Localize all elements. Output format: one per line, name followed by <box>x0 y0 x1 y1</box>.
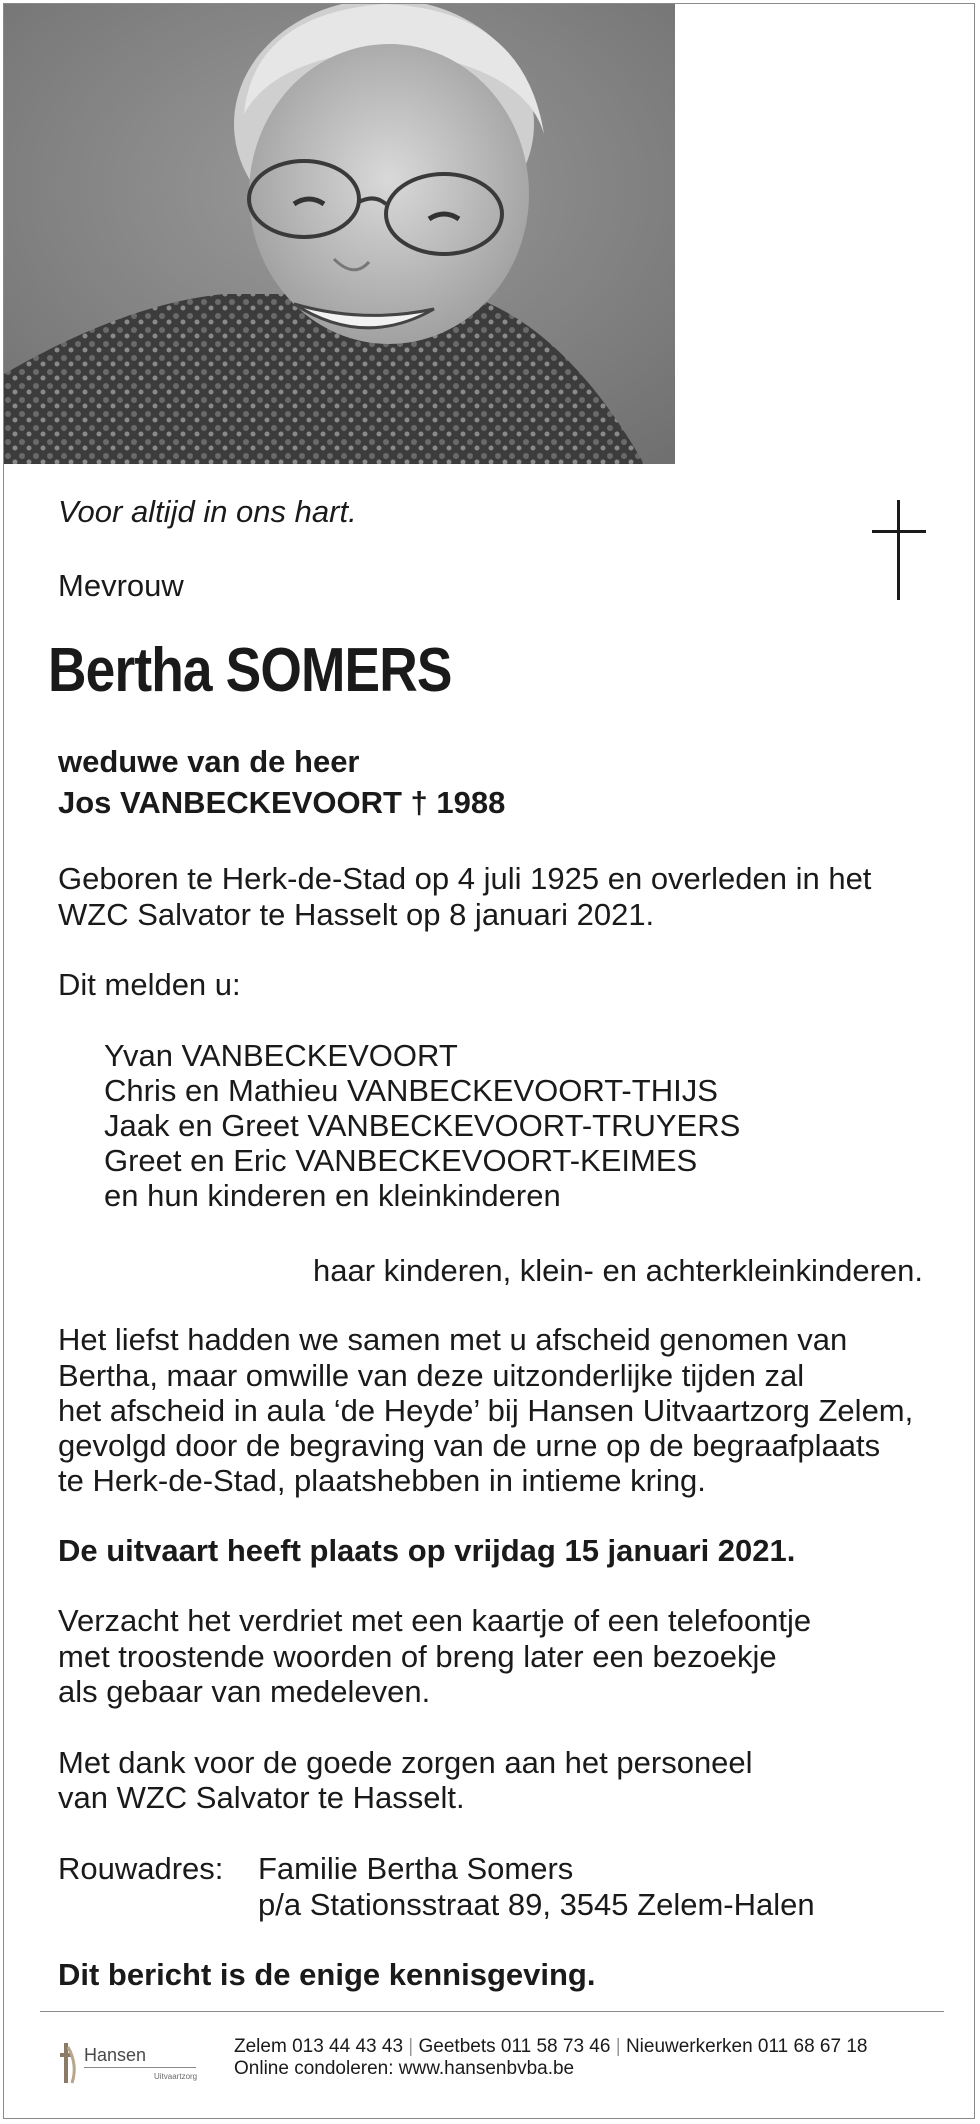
farewell-line-2: Bertha, maar omwille van deze uitzonderlijke tijden zal <box>58 1358 805 1393</box>
footer-divider <box>40 2011 944 2012</box>
address-line-1: Familie Bertha Somers <box>258 1851 574 1886</box>
family-list <box>104 1038 740 1213</box>
announcers-intro: Dit melden u: <box>58 967 241 1002</box>
address-label: Rouwadres: <box>58 1851 224 1886</box>
separator: | <box>408 2036 414 2057</box>
farewell-line-3: het afscheid in aula ‘de Heyde’ bij Hansen Uitvaartzorg Zelem, <box>58 1393 914 1428</box>
farewell-line-1: Het liefst hadden we samen met u afscheid genomen van <box>58 1322 848 1357</box>
spouse-line-2: Jos VANBECKEVOORT † 1988 <box>58 785 506 820</box>
salutation: Mevrouw <box>58 568 184 603</box>
notice: Dit bericht is de enige kennisgeving. <box>58 1957 596 1992</box>
deceased-name: Bertha SOMERS <box>48 636 452 705</box>
motto: Voor altijd in ons hart. <box>58 494 357 529</box>
list-item: Chris en Mathieu VANBECKEVOORT-THIJS <box>104 1073 718 1108</box>
portrait-photo <box>4 4 675 464</box>
phone-nieuwerkerken: Nieuwerkerken 011 68 67 18 <box>625 2036 868 2057</box>
phone-geetbets: Geetbets 011 58 73 46 <box>418 2036 611 2057</box>
funeral-date: De uitvaart heeft plaats op vrijdag 15 januari 2021. <box>58 1533 796 1568</box>
thanks-line-2: van WZC Salvator te Hasselt. <box>58 1780 465 1815</box>
condolence-line-3: als gebaar van medeleven. <box>58 1674 431 1709</box>
birth-death-line-2: WZC Salvator te Hasselt op 8 januari 2021. <box>58 897 655 932</box>
spouse-line-1: weduwe van de heer <box>58 744 360 779</box>
hansen-logo <box>58 2035 198 2087</box>
list-item: Yvan VANBECKEVOORT <box>104 1038 458 1073</box>
list-item: Greet en Eric VANBECKEVOORT-KEIMES <box>104 1143 698 1178</box>
logo-name: Hansen <box>84 2045 147 2065</box>
list-item: Jaak en Greet VANBECKEVOORT-TRUYERS <box>104 1108 741 1143</box>
footer-contact <box>234 2036 867 2080</box>
family-closing: haar kinderen, klein- en achterkleinkinderen. <box>313 1253 924 1288</box>
farewell-line-4: gevolgd door de begraving van de urne op de begraafplaats <box>58 1428 881 1463</box>
address-line-2: p/a Stationsstraat 89, 3545 Zelem-Halen <box>258 1887 815 1922</box>
cross-icon <box>872 500 926 600</box>
phone-zelem: Zelem 013 44 43 43 <box>234 2036 404 2057</box>
birth-death-line-1: Geboren te Herk-de-Stad op 4 juli 1925 en overleden in het <box>58 861 872 896</box>
logo-subtitle: Uitvaartzorg <box>154 2072 198 2081</box>
farewell-line-5: te Herk-de-Stad, plaatshebben in intieme kring. <box>58 1463 706 1498</box>
condolence-line-1: Verzacht het verdriet met een kaartje of een telefoontje <box>58 1603 812 1638</box>
online-condolences: Online condoleren: www.hansenbvba.be <box>234 2058 575 2079</box>
list-item: en hun kinderen en kleinkinderen <box>104 1178 561 1213</box>
thanks-line-1: Met dank voor de goede zorgen aan het personeel <box>58 1745 753 1780</box>
condolence-line-2: met troostende woorden of breng later een bezoekje <box>58 1639 777 1674</box>
separator: | <box>615 2036 621 2057</box>
